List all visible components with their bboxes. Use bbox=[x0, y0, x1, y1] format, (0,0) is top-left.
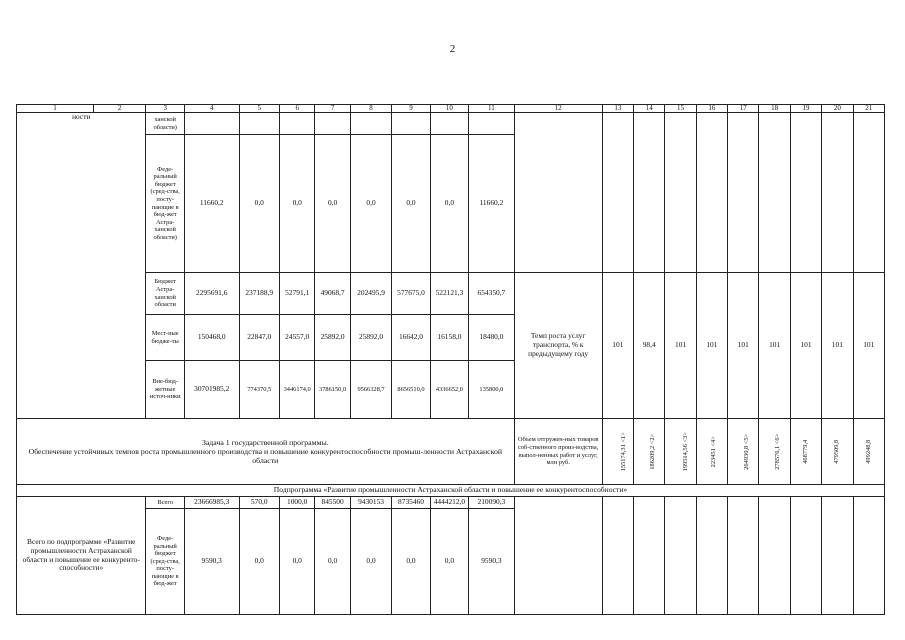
indicator-value bbox=[602, 419, 633, 485]
value-cell: 0,0 bbox=[239, 509, 279, 615]
indicator-value bbox=[790, 497, 821, 615]
header-cell: 18 bbox=[759, 105, 790, 113]
indicator-value bbox=[634, 419, 665, 485]
indicator-value bbox=[696, 113, 727, 273]
value-cell: 0,0 bbox=[350, 135, 391, 273]
indicator-value bbox=[665, 113, 696, 273]
header-cell: 4 bbox=[184, 105, 239, 113]
value-cell: 0,0 bbox=[392, 509, 430, 615]
indicator-value: 101 bbox=[853, 273, 884, 419]
header-cell: 12 bbox=[514, 105, 602, 113]
indicator-value bbox=[634, 497, 665, 615]
indicator-value bbox=[665, 497, 696, 615]
indicator-value bbox=[759, 497, 790, 615]
header-cell: 17 bbox=[728, 105, 759, 113]
value-cell: 9590,3 bbox=[184, 509, 239, 615]
header-cell: 21 bbox=[853, 105, 884, 113]
value-cell: 16158,0 bbox=[430, 315, 468, 361]
value-cell: 3446174,0 bbox=[279, 361, 314, 419]
value-cell: 30701985,2 bbox=[184, 361, 239, 419]
indicator-value: 98,4 bbox=[634, 273, 665, 419]
indicator-value-text: 278576,1 <6> bbox=[774, 433, 782, 470]
value-cell: 16642,0 bbox=[392, 315, 430, 361]
budget-table bbox=[16, 104, 885, 615]
value-cell: 202495,9 bbox=[350, 273, 391, 315]
value-cell: 0,0 bbox=[315, 509, 350, 615]
indicator-value: 101 bbox=[602, 273, 633, 419]
indicator-value bbox=[665, 419, 696, 485]
indicator-value bbox=[853, 113, 884, 273]
value-cell: 9590,3 bbox=[469, 509, 515, 615]
task-row bbox=[17, 419, 885, 485]
value-cell: 23666985,3 bbox=[184, 497, 239, 509]
value-cell bbox=[239, 113, 279, 135]
header-cell: 6 bbox=[279, 105, 314, 113]
value-cell: 24557,0 bbox=[279, 315, 314, 361]
indicator-value-text: 499248,8 bbox=[864, 439, 872, 464]
indicator-value bbox=[634, 113, 665, 273]
indicator-value-text: 186209,2 <2> bbox=[649, 433, 657, 470]
indicator-value: 101 bbox=[696, 273, 727, 419]
value-cell bbox=[469, 113, 515, 135]
source-label: ханской области) bbox=[146, 113, 184, 135]
value-cell: 0,0 bbox=[279, 509, 314, 615]
value-cell: 237188,9 bbox=[239, 273, 279, 315]
source-label: Феде-ральный бюджет (сред-ства, посту-пающие в бюд-жет bbox=[146, 509, 184, 615]
value-cell: 210090,3 bbox=[469, 497, 515, 509]
table-row bbox=[17, 497, 885, 509]
indicator-value bbox=[759, 113, 790, 273]
value-cell: 570,0 bbox=[239, 497, 279, 509]
header-cell: 20 bbox=[822, 105, 853, 113]
subprogram-title: Подпрограмма «Развитие промышленности Астраханской области и повышение ее конкурентоспособности» bbox=[17, 485, 885, 497]
value-cell: 18480,0 bbox=[469, 315, 515, 361]
header-cell: 19 bbox=[790, 105, 821, 113]
header-cell: 14 bbox=[634, 105, 665, 113]
indicator-cell bbox=[514, 497, 602, 615]
indicator-value bbox=[602, 113, 633, 273]
task-text: Обеспечение устойчивых темпов роста промышленного производства и повышение конкурентоспособности промыш-ленности Астраханской области bbox=[28, 446, 503, 466]
table-row bbox=[17, 273, 885, 315]
indicator-value bbox=[728, 497, 759, 615]
value-cell: 9566328,7 bbox=[350, 361, 391, 419]
program-name-cell bbox=[17, 113, 146, 419]
indicator-value bbox=[759, 419, 790, 485]
source-label: Вне-бюд-жетные источ-ники bbox=[146, 361, 184, 419]
value-cell: 577675,0 bbox=[392, 273, 430, 315]
value-cell: 150468,0 bbox=[184, 315, 239, 361]
value-cell: 3786150,0 bbox=[315, 361, 350, 419]
subprogram-row bbox=[17, 485, 885, 497]
indicator-value bbox=[790, 419, 821, 485]
value-cell: 11660,2 bbox=[184, 135, 239, 273]
value-cell: 22847,0 bbox=[239, 315, 279, 361]
header-cell: 7 bbox=[315, 105, 350, 113]
header-cell: 3 bbox=[146, 105, 184, 113]
indicator-value-text: 155174,31 <1> bbox=[619, 432, 627, 472]
value-cell: 25892,0 bbox=[350, 315, 391, 361]
page-number: 2 bbox=[449, 43, 456, 55]
task-title: Задача 1 государственной программы. bbox=[201, 437, 329, 447]
source-label: Феде-ральный бюджет (сред-ства, посту-пающие в бюд-жет Астра-ханской области) bbox=[146, 135, 184, 273]
value-cell: 0,0 bbox=[392, 135, 430, 273]
header-row bbox=[17, 105, 885, 113]
value-cell: 0,0 bbox=[279, 135, 314, 273]
value-cell bbox=[315, 113, 350, 135]
source-label: Всего bbox=[146, 497, 184, 509]
value-cell: 0,0 bbox=[430, 135, 468, 273]
value-cell: 52791,1 bbox=[279, 273, 314, 315]
table-row bbox=[17, 113, 885, 135]
indicator-value-text: 223451 <4> bbox=[709, 436, 717, 468]
value-cell: 0,0 bbox=[430, 509, 468, 615]
header-cell: 5 bbox=[239, 105, 279, 113]
header-cell: 16 bbox=[696, 105, 727, 113]
source-label: Бюджет Астра-ханской области bbox=[146, 273, 184, 315]
value-cell: 845500 bbox=[315, 497, 350, 509]
indicator-label: Темп роста услуг транспорта, % к предыдущему году bbox=[514, 273, 602, 419]
indicator-value bbox=[790, 113, 821, 273]
indicator-value bbox=[728, 113, 759, 273]
header-cell: 2 bbox=[93, 105, 146, 113]
value-cell: 49068,7 bbox=[315, 273, 350, 315]
value-cell: 0,0 bbox=[350, 509, 391, 615]
indicator-value bbox=[696, 497, 727, 615]
value-cell: 654350,7 bbox=[469, 273, 515, 315]
value-cell: 9430153 bbox=[350, 497, 391, 509]
value-cell: 4444212,0 bbox=[430, 497, 468, 509]
header-cell: 13 bbox=[602, 105, 633, 113]
indicator-value bbox=[602, 497, 633, 615]
indicator-value bbox=[696, 419, 727, 485]
value-cell: 1000,0 bbox=[279, 497, 314, 509]
header-cell: 15 bbox=[665, 105, 696, 113]
value-cell: 4336652,0 bbox=[430, 361, 468, 419]
indicator-value bbox=[853, 419, 884, 485]
subprogram-name: Всего по подпрограмме «Развитие промышленности Астраханской области и повышение ее конкуренто-способности» bbox=[17, 497, 146, 615]
value-cell bbox=[350, 113, 391, 135]
task-cell bbox=[17, 419, 515, 485]
header-cell: 10 bbox=[430, 105, 468, 113]
value-cell: 11660,2 bbox=[469, 135, 515, 273]
indicator-value: 101 bbox=[822, 273, 853, 419]
value-cell: 0,0 bbox=[239, 135, 279, 273]
value-cell: 2295691,6 bbox=[184, 273, 239, 315]
indicator-value bbox=[822, 497, 853, 615]
indicator-value: 101 bbox=[759, 273, 790, 419]
header-cell: 8 bbox=[350, 105, 391, 113]
indicator-value-text: 468779,4 bbox=[802, 439, 810, 464]
indicator-cell bbox=[514, 113, 602, 273]
indicator-value bbox=[822, 113, 853, 273]
indicator-value-text: 199514,56 <3> bbox=[682, 432, 690, 472]
indicator-value-text: 479509,8 bbox=[833, 439, 841, 464]
indicator-value bbox=[728, 419, 759, 485]
header-cell: 1 bbox=[17, 105, 94, 113]
header-cell: 11 bbox=[469, 105, 515, 113]
value-cell bbox=[392, 113, 430, 135]
program-name-tail: ности bbox=[72, 112, 91, 121]
value-cell: 8656510,0 bbox=[392, 361, 430, 419]
value-cell: 25892,0 bbox=[315, 315, 350, 361]
header-cell: 9 bbox=[392, 105, 430, 113]
value-cell: 522121,3 bbox=[430, 273, 468, 315]
value-cell: 135800,0 bbox=[469, 361, 515, 419]
indicator-value bbox=[822, 419, 853, 485]
indicator-value: 101 bbox=[728, 273, 759, 419]
indicator-value bbox=[853, 497, 884, 615]
value-cell: 8735460 bbox=[392, 497, 430, 509]
indicator-value: 101 bbox=[790, 273, 821, 419]
value-cell: 774370,5 bbox=[239, 361, 279, 419]
value-cell bbox=[279, 113, 314, 135]
value-cell bbox=[184, 113, 239, 135]
indicator-label: Объем отгружен-ных товаров соб-ственного произ-водства, выпол-ненных работ и услуг, млн руб. bbox=[514, 419, 602, 485]
source-label: Мест-ные бюдже-ты bbox=[146, 315, 184, 361]
indicator-value-text: 264930,8 <5> bbox=[743, 433, 751, 470]
value-cell bbox=[430, 113, 468, 135]
value-cell: 0,0 bbox=[315, 135, 350, 273]
indicator-value: 101 bbox=[665, 273, 696, 419]
